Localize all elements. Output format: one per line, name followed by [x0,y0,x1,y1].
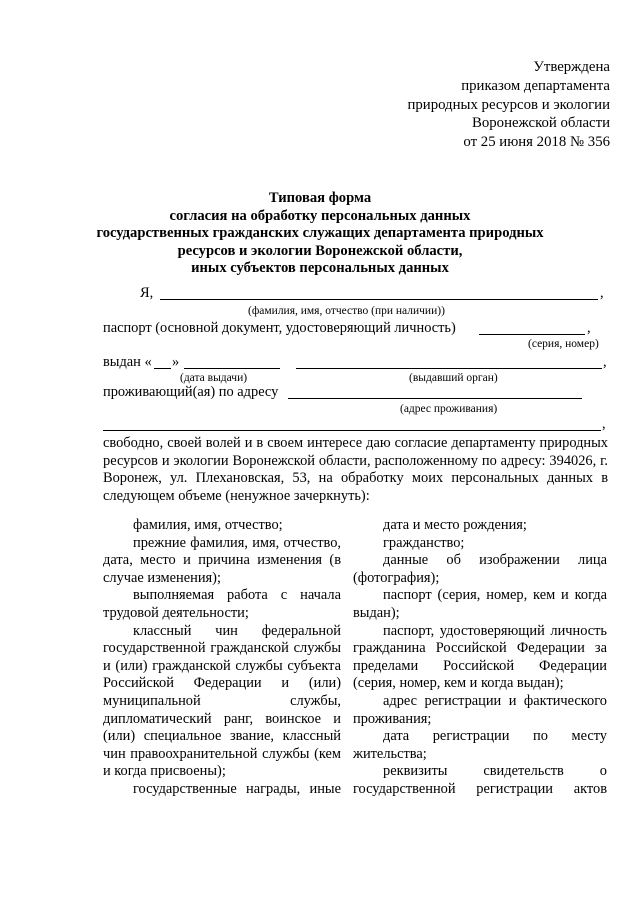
issuing-authority-field[interactable] [296,368,602,369]
approval-line: приказом департамента [461,77,610,94]
fio-caption: (фамилия, имя, отчество (при наличии)) [248,305,445,317]
list-item: классный чин федеральной государственной гражданской службы и (или) гражданской службы субъекта Российской Федерации и (или) муниципальной службы, дипломатический ранг, воинское и (или) специальное звание, классный чин правоохранительной службы (кем и когда присвоены); [103,622,341,780]
list-item: паспорт (серия, номер, кем и когда выдан); [353,587,607,621]
issue-date-field[interactable] [184,368,280,369]
list-item: адрес регистрации и фактического проживания; [353,692,607,727]
residing-label: проживающий(ая) по адресу [103,384,279,400]
address-caption: (адрес проживания) [400,403,498,415]
form-title [70,190,570,278]
approval-line: Утверждена [533,59,610,75]
address-field[interactable] [288,398,582,399]
ya-label: Я, [140,285,154,301]
list-item: дата и место рождения; [383,517,527,533]
title-line: иных субъектов персональных данных [191,260,449,276]
date-caption: (дата выдачи) [180,372,248,384]
passport-label: паспорт (основной документ, удостоверяющий личность) [103,320,456,336]
authority-caption: (выдавший орган) [409,372,498,384]
fio-field[interactable] [160,299,598,300]
consent-paragraph: свободно, своей волей и в своем интересе даю согласие департаменту природных ресурсов и экологии Воронежской области, расположенному по адресу: 394026, г. Воронеж, ул. Плехановская, 53, на обработку моих персональных данных в следующем объеме (ненужное зачеркнуть): [103,435,608,504]
list-item: фамилия, имя, отчество; [133,517,283,533]
passport-field[interactable] [479,334,585,335]
list-item: дата регистрации по месту жительства; [353,728,607,762]
title-line: Типовая форма [268,190,372,206]
issued-quote: » [172,354,180,370]
issued-label: выдан « [103,354,152,370]
comma: , [587,320,591,336]
list-item: государственные награды, иные [133,780,341,797]
comma: , [603,354,607,370]
title-line: согласия на обработку персональных данных [169,207,471,224]
address-field-2[interactable] [103,430,601,431]
approval-line: Воронежской области [472,115,610,132]
list-item: паспорт, удостоверяющий личность гражданина Российской Федерации за пределами Российской Федерации (серия, номер, кем и когда выдан); [353,622,607,692]
right-column [353,517,607,799]
list-item: реквизиты свидетельств о государственной регистрации актов [353,763,607,797]
list-item: данные об изображении лица (фотография); [353,552,607,586]
issued-day-field[interactable] [154,368,171,369]
left-column [103,517,341,799]
approval-line: от 25 июня 2018 № 356 [463,134,610,151]
comma: , [600,285,604,301]
list-item: прежние фамилия, имя, отчество, дата, место и причина изменения (в случае изменения); [103,534,341,586]
title-line: государственных гражданских служащих департамента природных [96,225,544,241]
approval-line: природных ресурсов и экологии [407,96,610,113]
list-item: выполняемая работа с начала трудовой деятельности; [103,587,341,621]
comma: , [602,416,606,432]
approval-block [407,58,610,152]
list-item: гражданство; [383,534,465,551]
series-caption: (серия, номер) [528,338,599,350]
title-line: ресурсов и экологии Воронежской области, [177,242,463,259]
